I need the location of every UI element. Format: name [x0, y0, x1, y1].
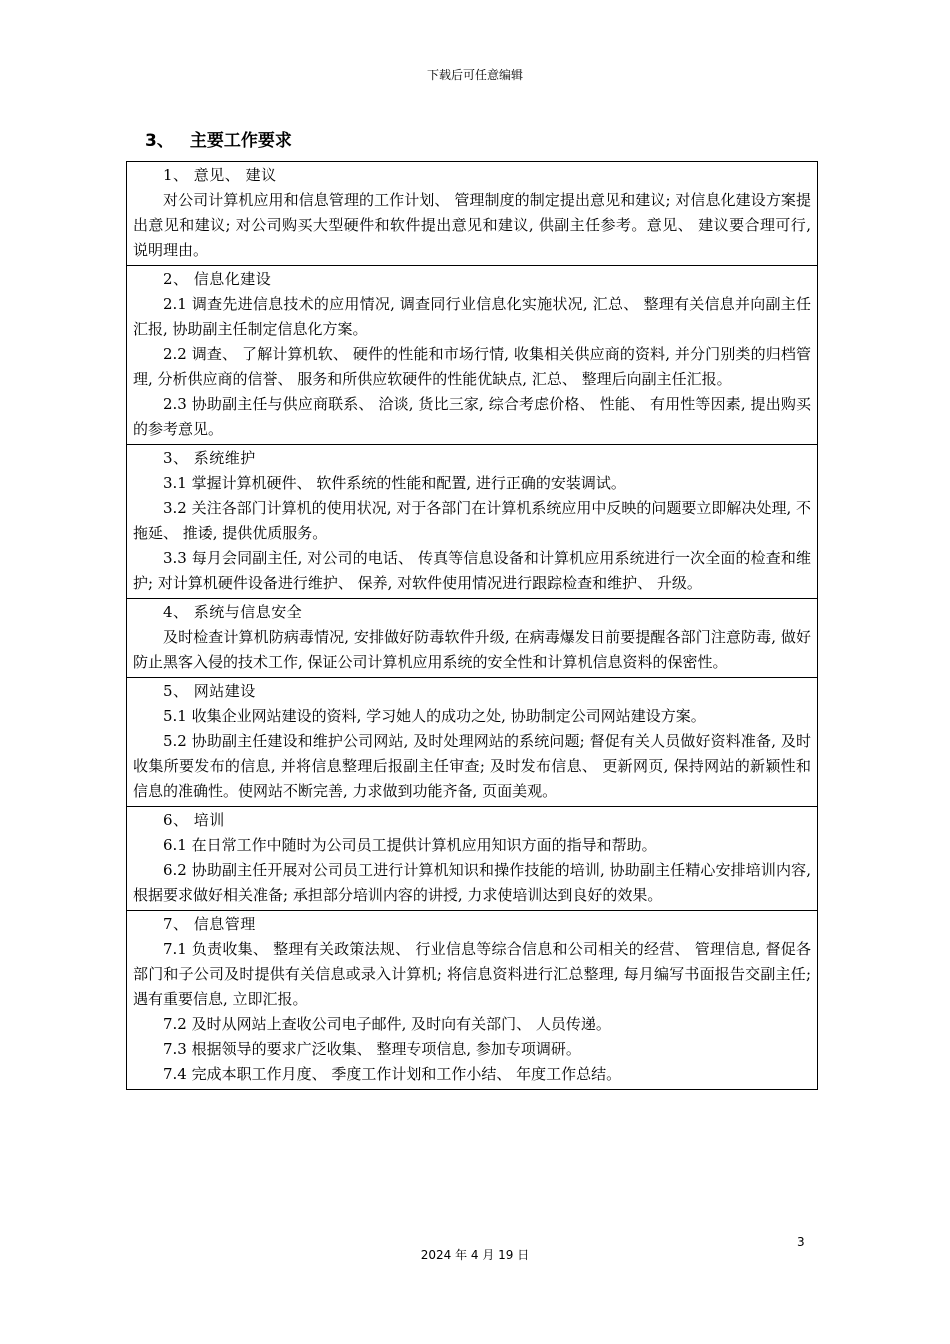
table-row	[127, 678, 818, 807]
table-row	[127, 807, 818, 911]
row-paragraph: 对公司计算机应用和信息管理的工作计划、 管理制度的制定提出意见和建议; 对信息化建设方案提出意见和建议; 对公司购买大型硬件和软件提出意见和建议, 供副主任参考。意见、 建议要合理可行, 说明理由。	[133, 191, 811, 259]
section-title-text: 主要工作要求	[189, 131, 292, 151]
table-cell	[127, 162, 818, 266]
row-paragraph: 3.2 关注各部门计算机的使用状况, 对于各部门在计算机系统应用中反映的问题要立即解决处理, 不拖延、 推诿, 提供优质服务。	[133, 499, 811, 542]
row-paragraph: 7.3 根据领导的要求广泛收集、 整理专项信息, 参加专项调研。	[163, 1040, 581, 1058]
table-cell	[127, 678, 818, 807]
row-paragraph: 6.1 在日常工作中随时为公司员工提供计算机应用知识方面的指导和帮助。	[163, 836, 657, 854]
row-heading: 5、 网站建设	[163, 682, 256, 700]
row-paragraph: 6.2 协助副主任开展对公司员工进行计算机知识和操作技能的培训, 协助副主任精心安排培训内容, 根据要求做好相关准备; 承担部分培训内容的讲授, 力求使培训达到良好的效果。	[133, 861, 811, 904]
row-paragraph: 2.2 调查、 了解计算机软、 硬件的性能和市场行情, 收集相关供应商的资料, 并分门别类的归档管理, 分析供应商的信誉、 服务和所供应软硬件的性能优缺点, 汇总、 整理后向副主任汇报。	[133, 345, 811, 388]
requirements-table-body	[127, 162, 818, 1090]
row-paragraph: 5.1 收集企业网站建设的资料, 学习她人的成功之处, 协助制定公司网站建设方案。	[163, 707, 706, 725]
row-paragraph: 及时检查计算机防病毒情况, 安排做好防毒软件升级, 在病毒爆发日前要提醒各部门注意防毒, 做好防止黑客入侵的技术工作, 保证公司计算机应用系统的安全性和计算机信息资料的保密性。	[133, 628, 811, 671]
table-row	[127, 445, 818, 599]
row-heading: 1、 意见、 建议	[163, 166, 277, 184]
requirements-table	[126, 161, 818, 1090]
row-heading: 3、 系统维护	[163, 449, 256, 467]
header-note: 下载后可任意编辑	[426, 68, 523, 82]
row-paragraph: 5.2 协助副主任建设和维护公司网站, 及时处理网站的系统问题; 督促有关人员做好资料准备, 及时收集所要发布的信息, 并将信息整理后报副主任审查; 及时发布信息、 更新网页, 保持网站的新颖性和信息的准确性。使网站不断完善, 力求做到功能齐备, 页面美观。	[133, 732, 811, 800]
row-paragraph: 3.3 每月会同副主任, 对公司的电话、 传真等信息设备和计算机应用系统进行一次全面的检查和维护; 对计算机硬件设备进行维护、 保养, 对软件使用情况进行跟踪检查和维护、 升级。	[133, 549, 811, 592]
table-row	[127, 911, 818, 1090]
table-cell	[127, 807, 818, 911]
section-title	[145, 126, 292, 151]
row-heading: 7、 信息管理	[163, 915, 256, 933]
row-paragraph: 7.1 负责收集、 整理有关政策法规、 行业信息等综合信息和公司相关的经营、 管理信息, 督促各部门和子公司及时提供有关信息或录入计算机; 将信息资料进行汇总整理, 每月编写书面报告交副主任; 遇有重要信息, 立即汇报。	[133, 940, 811, 1008]
row-heading: 2、 信息化建设	[163, 270, 272, 288]
table-cell	[127, 911, 818, 1090]
row-heading: 4、 系统与信息安全	[163, 603, 303, 621]
row-heading: 6、 培训	[163, 811, 225, 829]
table-cell	[127, 599, 818, 678]
table-row	[127, 162, 818, 266]
row-paragraph: 2.1 调查先进信息技术的应用情况, 调查同行业信息化实施状况, 汇总、 整理有关信息并向副主任汇报, 协助副主任制定信息化方案。	[133, 295, 811, 338]
table-cell	[127, 445, 818, 599]
table-row	[127, 266, 818, 445]
table-cell	[127, 266, 818, 445]
row-paragraph: 2.3 协助副主任与供应商联系、 洽谈, 货比三家, 综合考虑价格、 性能、 有用性等因素, 提出购买的参考意见。	[133, 395, 811, 438]
section-number: 3、	[145, 131, 174, 151]
row-paragraph: 3.1 掌握计算机硬件、 软件系统的性能和配置, 进行正确的安装调试。	[163, 474, 626, 492]
page-number: 3	[797, 1235, 805, 1249]
row-paragraph: 7.2 及时从网站上查收公司电子邮件, 及时向有关部门、 人员传递。	[163, 1015, 611, 1033]
table-row	[127, 599, 818, 678]
footer-date: 2024 年 4 月 19 日	[420, 1248, 530, 1262]
row-paragraph: 7.4 完成本职工作月度、 季度工作计划和工作小结、 年度工作总结。	[163, 1065, 622, 1083]
